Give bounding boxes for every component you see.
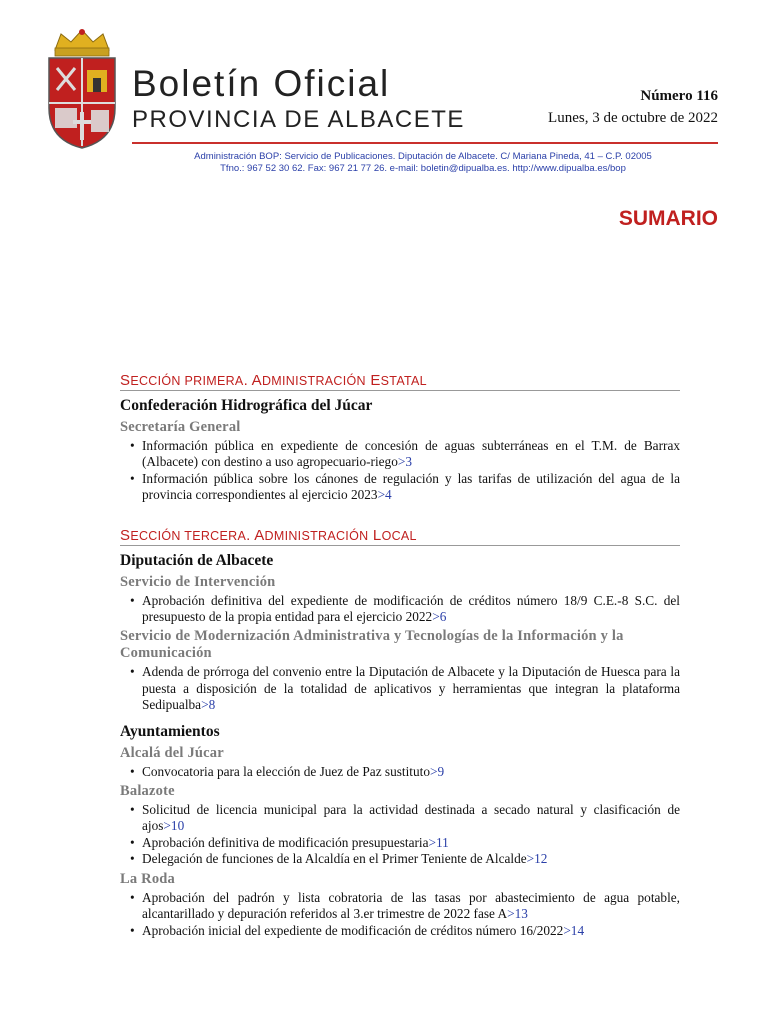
entry-item[interactable]: • Información pública en expediente de concesión de aguas subterráneas en el T.M. de Barrax (Albacete) con destino a uso agropecuario-riego>3 (120, 438, 680, 471)
entry-item[interactable]: • Adenda de prórroga del convenio entre la Diputación de Albacete y la Diputación de Huesca para la puesta a disposición de la totalidad de aplicativos y herramientas que integran la plataforma Sedipualba>8 (120, 664, 680, 713)
page-link[interactable]: >14 (563, 922, 585, 938)
entry-item[interactable]: • Aprobación definitiva del expediente de modificación de créditos número 18/9 C.E.-8 S.C. del presupuesto de la propia entidad para el ejercicio 2022>6 (120, 593, 680, 626)
entry-item[interactable]: • Solicitud de licencia municipal para la actividad destinada a secado natural y clasificación de ajos>10 (120, 802, 680, 835)
page-link[interactable]: >13 (507, 906, 528, 922)
entry-item[interactable]: • Información pública sobre los cánones de regulación y las tarifas de utilización del agua de la provincia correspondientes al ejercicio 2023>4 (120, 471, 680, 504)
town-heading: La Roda (120, 870, 175, 887)
page-link[interactable]: >6 (432, 609, 447, 625)
department-heading: Servicio de Modernización Administrativa y Tecnologías de la Información y la Comunicación (120, 628, 624, 662)
organization-heading: Ayuntamientos (120, 722, 220, 740)
section-heading: SECCIÓN PRIMERA. ADMINISTRACIÓN ESTATAL (120, 372, 680, 391)
department-heading: Servicio de Intervención (120, 573, 276, 590)
entry-item[interactable]: • Convocatoria para la elección de Juez de Paz sustituto>9 (120, 764, 680, 780)
organization-heading: Diputación de Albacete (120, 551, 274, 569)
organization-heading: Confederación Hidrográfica del Júcar (120, 397, 373, 414)
admin-info-line-1: Administración BOP: Servicio de Publicaciones. Diputación de Albacete. C/ Mariana Pineda, 41 – C.P. 02005 (194, 151, 652, 162)
entry-list (120, 764, 680, 780)
page-link[interactable]: >9 (430, 763, 445, 779)
summary-content (120, 372, 680, 942)
bulletin-title: Boletín Oficial (132, 63, 391, 104)
entry-list (120, 802, 680, 868)
issue-date: Lunes, 3 de octubre de 2022 (548, 110, 718, 126)
section-heading: SECCIÓN TERCERA. ADMINISTRACIÓN LOCAL (120, 527, 680, 546)
summary-heading: SUMARIO (618, 207, 718, 230)
entry-list (120, 593, 680, 626)
entry-list (120, 890, 680, 939)
entry-list (120, 664, 680, 713)
issue-number: Número 116 (640, 88, 718, 104)
department-heading: Secretaría General (120, 419, 241, 435)
town-heading: Balazote (120, 783, 175, 800)
page-link[interactable]: >8 (201, 697, 216, 713)
entry-item[interactable]: • Aprobación definitiva de modificación presupuestaria>11 (120, 835, 680, 851)
bulletin-subtitle: PROVINCIA DE ALBACETE (132, 106, 465, 133)
entry-list (120, 438, 680, 504)
page-link[interactable]: >3 (397, 454, 413, 470)
admin-info-line-2: Tfno.: 967 52 30 62. Fax: 967 21 77 26. e-mail: boletin@dipualba.es. http://www.dipualba.es/bop (220, 163, 626, 174)
coat-of-arms-icon (47, 28, 117, 150)
page-link[interactable]: >10 (163, 818, 185, 834)
entry-item[interactable]: • Aprobación del padrón y lista cobratoria de las tasas por abastecimiento de agua potable, alcantarillado y depuración referidos al 3.er trimestre de 2022 fase A>13 (120, 890, 680, 923)
header-divider (132, 142, 718, 144)
entry-item[interactable]: • Delegación de funciones de la Alcaldía en el Primer Teniente de Alcalde>12 (120, 851, 680, 867)
page-link[interactable]: >11 (428, 834, 449, 850)
page-link[interactable]: >12 (526, 851, 548, 867)
entry-item[interactable]: • Aprobación inicial del expediente de modificación de créditos número 16/2022>14 (120, 923, 680, 939)
town-heading: Alcalá del Júcar (120, 744, 224, 761)
page-link[interactable]: >4 (377, 487, 392, 503)
admin-info (120, 151, 726, 175)
